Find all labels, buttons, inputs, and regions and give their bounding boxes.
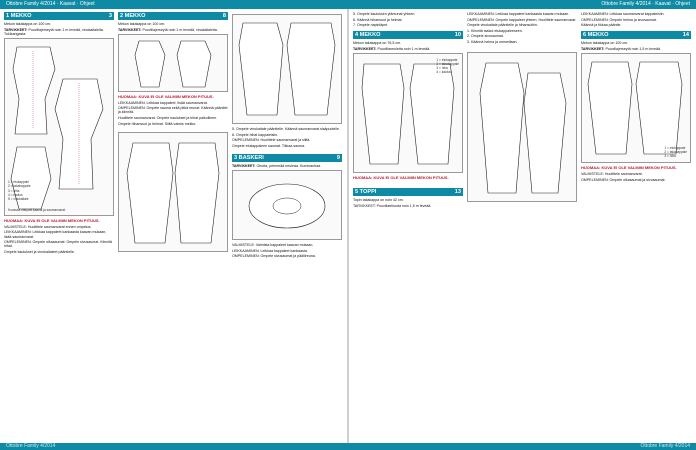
body-paragraph: TARVIKKEET: Puuvillatrikoota noin 1,5 m leveää. [353, 203, 432, 208]
body-paragraph: LEIKKAAMINEN: Leikkaa saumanvarat kappaleisiin. [581, 12, 665, 16]
section-title: 5 TOPPI [355, 189, 377, 196]
body-paragraph: LEIKKAAMINEN: Leikkaa kappaleet kankaasta kaavan mukaan, lisää saumanvarat. [4, 230, 107, 239]
right-col-2 [467, 12, 577, 205]
pattern-diagram-1 [4, 38, 114, 216]
section-title: 1 MEKKO [6, 13, 32, 19]
materials-label: TARVIKKEET: [581, 46, 605, 51]
body-paragraph: OMPELEMINEN: Ompele sivusaumat ja päällireuna. [232, 254, 316, 259]
legend-item: 4 = kaulus [8, 192, 23, 197]
materials-label: TARVIKKEET: [353, 46, 377, 51]
body-paragraph: OMPELEMINEN: Huolittele saumanvarat ja silitä. [232, 138, 311, 143]
section-header-6 [581, 31, 691, 39]
left-col-3 [232, 12, 342, 260]
pattern-diagram-8 [581, 53, 691, 163]
left-page [0, 9, 347, 443]
warning-text: HUOMAA: KUVA EI OLE VALMIIN MEKON PITUUS. [581, 164, 677, 170]
materials-label: TARVIKKEET: [118, 27, 142, 32]
materials-text: Puuvillajerseytä noin 1 m leveää, vinokaitaleita. Tukikangasta. [4, 27, 104, 36]
pattern-diagram-4 [232, 14, 342, 124]
pattern-diagram-5 [232, 170, 342, 240]
section-header-3 [232, 154, 342, 162]
right-col-3 [581, 12, 691, 183]
warning-text: HUOMAA: KUVA EI OLE VALMIIN MEKON PITUUS. [353, 174, 449, 180]
right-col-1 [353, 12, 463, 209]
pattern-diagram-3 [118, 132, 228, 252]
intro-text: Mekon takakappa on 100 cm. [118, 22, 166, 26]
materials-text: Ohutta, pehmeää neuleaa. Kuminauhaa. [256, 163, 322, 168]
body-paragraph: 6. Ompele hihat kappaleisiin. [232, 132, 279, 137]
legend-item: 3 = hiha [664, 153, 676, 158]
section-number: 9 [336, 154, 340, 161]
body-paragraph: Ompele hihansuut ja helmat. Silitä valmis mekko. [118, 121, 197, 126]
legend-item: 5 = vinokaitale [8, 196, 29, 201]
body-paragraph: VALMISTELE: Huolittele saumanvarat ennen ompelua. [4, 224, 92, 229]
top-bar [0, 0, 696, 9]
intro-text: Mekon takakappa on 100 cm. [4, 22, 52, 26]
body-paragraph: Ompele kaulukset ja vinokaitaleet pääntielle. [4, 249, 75, 254]
section-number: 10 [454, 32, 461, 39]
section-number: 8 [222, 13, 226, 19]
section-number: 13 [454, 189, 461, 196]
left-col-2 [118, 12, 228, 255]
body-paragraph: VALMISTELE: Huolittele saumanvarat. [581, 172, 643, 177]
left-col-1 [4, 12, 114, 255]
section-number: 14 [682, 32, 689, 39]
legend-item: 2 = takakappale [8, 184, 31, 189]
body-paragraph: OMPELEMINEN: Ompele sauma sekä pitkä reunat. Käännä pääntiet ja kiinnitä. [118, 106, 228, 115]
bottom-bar [0, 443, 696, 450]
legend-item: 1 = etukappale [8, 180, 30, 185]
top-bar-left-text: Ottobre Family 4/2014 · Kaavat · Ohjeet [6, 1, 95, 7]
intro-text: Mekon takakappa on 100 cm. [581, 41, 629, 46]
body-paragraph: Huolittele saumanvarat. Ompele kaulukset ja hihat paikoilleen. [118, 116, 218, 121]
warning-text: HUOMAA: KUVA EI OLE VALMIIN MEKON PITUUS. [4, 217, 100, 223]
legend-list [436, 58, 459, 74]
legend-list [664, 146, 687, 158]
body-paragraph: VALMISTELE: Valmista kappaleet kaavan mukaan. [232, 242, 314, 247]
body-paragraph: Käännä ja tikkaa pääntie. [581, 23, 622, 28]
body-paragraph: 2. Ompele sivusaumat. [467, 34, 504, 39]
legend-list [8, 180, 31, 200]
body-paragraph: OMPELEMINEN: Ompele olkasaumat. Ompele sivusaumat. Kiinnitä hihat. [4, 240, 113, 249]
pattern-diagram-7 [467, 52, 577, 202]
section-header-1 [4, 12, 114, 20]
body-paragraph: OMPELEMINEN: Ompele olkasaumat ja sivusaumat. [581, 177, 666, 182]
body-paragraph: 5. Ompele vinokaitale pääntielle. Käännä saumanvarat sisäpuolelle. [232, 127, 340, 131]
legend-item: 1 = etukappale [436, 57, 458, 62]
body-paragraph: 7. Ompele napinläpet. [353, 23, 389, 28]
section-title: 6 MEKKO [583, 32, 609, 39]
top-bar-right-text: Ottobre Family 4/2014 · Kaavat · Ohjeet [601, 1, 690, 7]
body-paragraph: 3. Käännä helma ja ommellaan. [467, 39, 518, 44]
body-paragraph: LEIKKAAMINEN: Leikkaa kappaleet, lisää saumanvarat. [118, 100, 208, 105]
figure-note: Kuvassa näkyvät kaavat ja saumanvarat. [8, 207, 66, 212]
warning-text: HUOMAA: KUVA EI OLE VALMIIN MEKON PITUUS. [118, 93, 214, 99]
pattern-diagram-2 [118, 34, 228, 92]
materials-label: TARVIKKEET: [4, 27, 28, 32]
pattern-diagram-6 [353, 53, 463, 173]
bottom-bar-right-text: Ottobre Family 4/2014 [640, 443, 690, 449]
legend-item: 3 = hiha [8, 188, 20, 193]
body-paragraph: LEIKKAAMINEN: Leikkaa kappaleet kankaasta kaavan mukaan. [467, 12, 570, 16]
materials-label: TARVIKKEET: [232, 163, 256, 168]
section-title: 3 BASKERI [234, 154, 264, 161]
section-title: 4 MEKKO [355, 32, 381, 39]
section-header-2 [118, 12, 228, 20]
body-paragraph: Ompele etukappaleen saumat. Tikkaa sauma. [232, 143, 306, 148]
legend-item: 2 = takakappale [436, 62, 459, 67]
body-paragraph: 6. Käännä hihansuut ja helmat. [353, 17, 403, 22]
section-title: 2 MEKKO [120, 13, 146, 19]
body-paragraph: OMPELEMINEN: Ompele helma ja sivusaumat. [581, 17, 657, 22]
legend-item: 3 = hiha [436, 66, 448, 71]
materials-text: Puuvillaneuletta noin 1 m leveää. [377, 46, 431, 51]
intro-text: Mekon takakappa on 76,5 cm. [353, 41, 402, 46]
section-number: 3 [108, 13, 112, 19]
legend-item: 2 = takakappale [664, 149, 687, 154]
body-paragraph: Ompele vinokaitale pääntielle ja hihansuihin. [467, 23, 538, 28]
bottom-bar-left-text: Ottobre Family 4/2014 [6, 443, 56, 449]
right-page [349, 9, 696, 443]
legend-item: 4 = kaulus [436, 70, 452, 75]
body-paragraph: LEIKKAAMINEN: Leikkaa kappaleet kankaasta. [232, 248, 308, 253]
section-header-4 [353, 31, 463, 39]
body-paragraph: OMPELEMINEN: Ompele kappaleet yhteen. Huolittele saumanvarat. [467, 17, 577, 22]
materials-text: Puuvillajerseytä noin 1 m leveää, vinokaitaleita. [142, 27, 218, 32]
section-header-5 [353, 188, 463, 196]
body-paragraph: Topin takakappa on noin 42 cm. [353, 198, 404, 203]
body-paragraph: 1. Kiinnitä taskut etukappaleeseen. [467, 28, 523, 33]
legend-item: 1 = etukappale [664, 145, 686, 150]
materials-text: Puuvillajerseytä noin 1,5 m leveää. [605, 46, 661, 51]
body-paragraph: 5. Ompele kauluksen yläreunat yhteen. [353, 12, 416, 16]
